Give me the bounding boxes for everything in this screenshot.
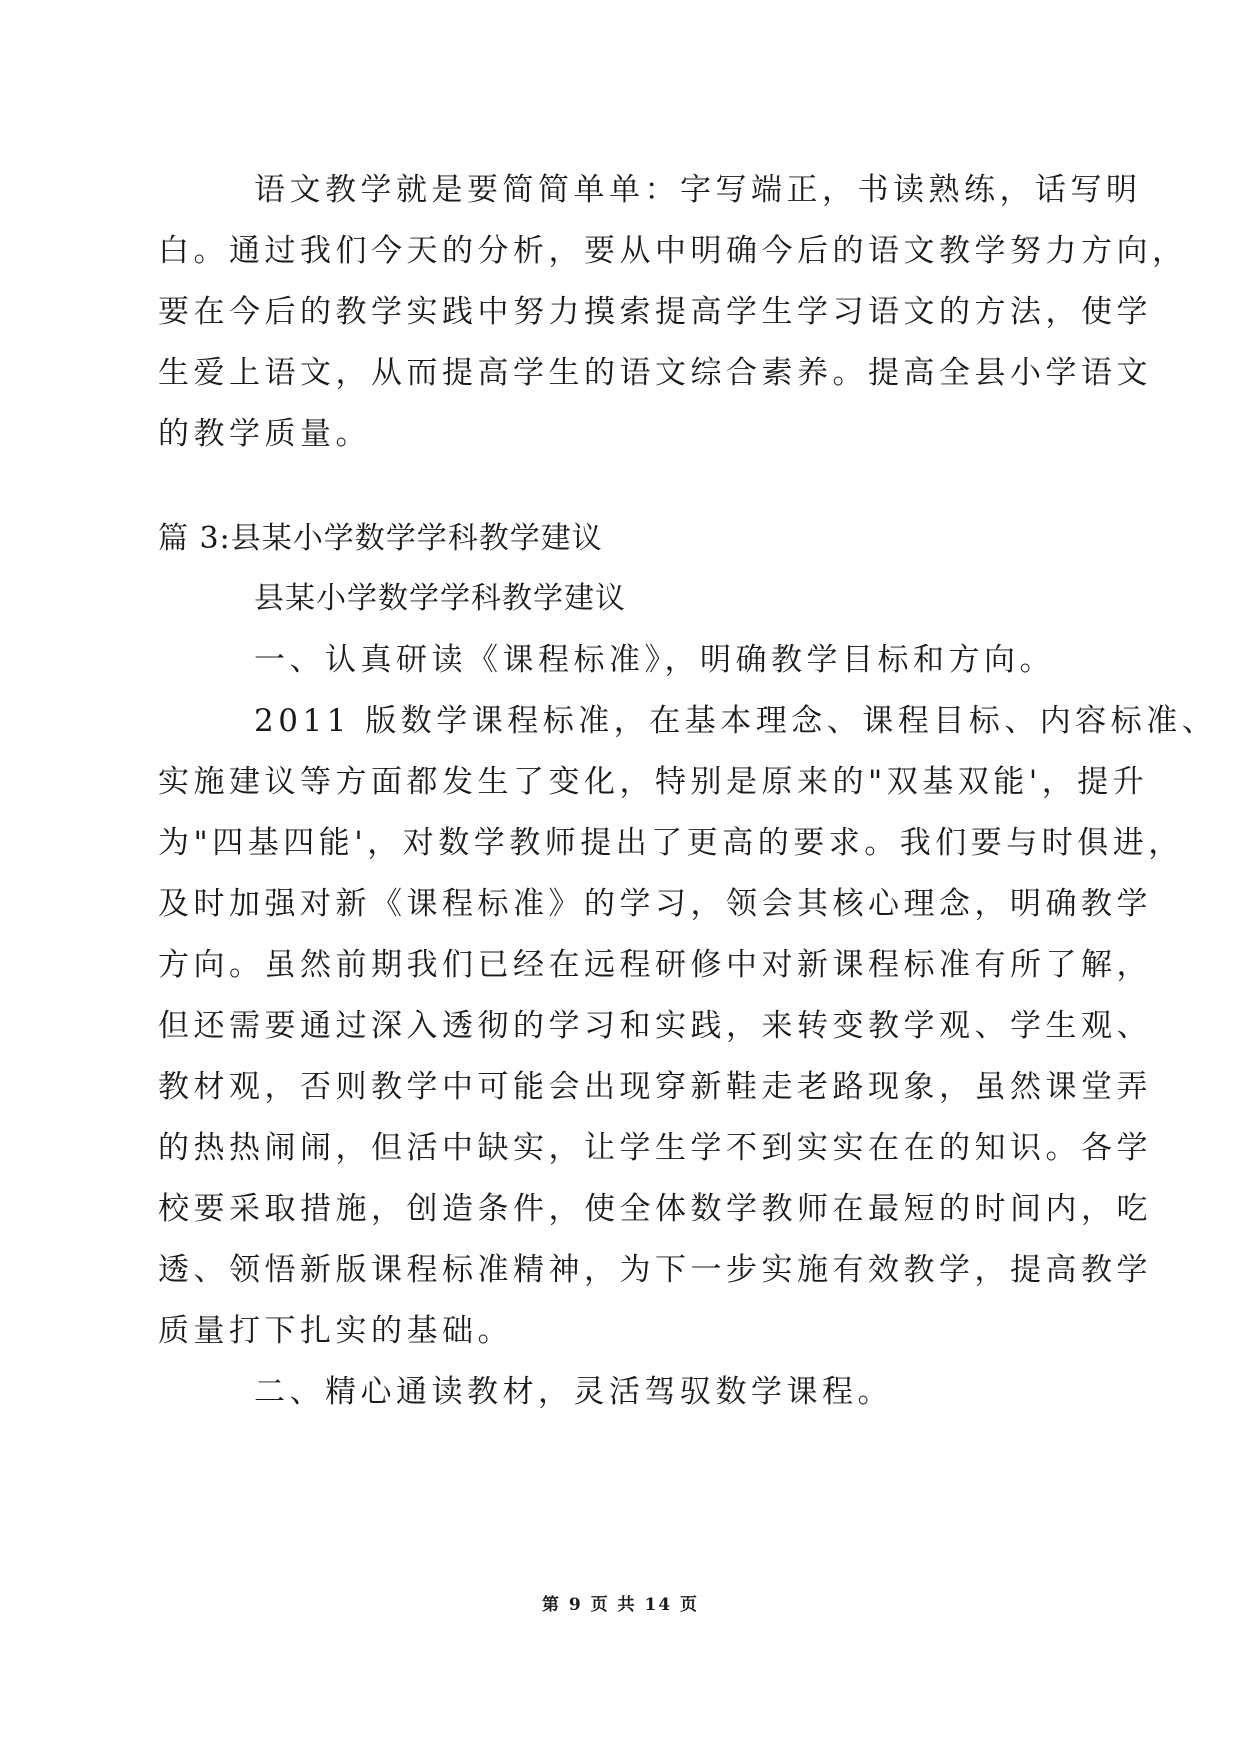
paragraph-line: 校要采取措施，创造条件，使全体数学教师在最短的时间内，吃 bbox=[158, 1191, 1152, 1227]
paragraph-line: 实施建议等方面都发生了变化，特别是原来的"双基双能'，提升 bbox=[158, 764, 1149, 800]
paragraph-line: 为"四基四能'，对数学教师提出了更高的要求。我们要与时俱进， bbox=[158, 825, 1184, 861]
paragraph-line: 的教学质量。 bbox=[158, 416, 371, 452]
paragraph-line: 要在今后的教学实践中努力摸索提高学生学习语文的方法，使学 bbox=[158, 294, 1152, 330]
paragraph-line: 教材观，否则教学中可能会出现穿新鞋走老路现象，虽然课堂弄 bbox=[158, 1069, 1152, 1105]
page-number: 第 9 页 共 14 页 bbox=[541, 1595, 700, 1615]
point-heading-2: 二、精心通读教材，灵活驾驭数学课程。 bbox=[254, 1374, 893, 1410]
paragraph-line: 生爱上语文，从而提高学生的语文综合素养。提高全县小学语文 bbox=[158, 355, 1152, 391]
paragraph-line: 但还需要通过深入透彻的学习和实践，来转变教学观、学生观、 bbox=[158, 1008, 1152, 1044]
section-subtitle: 县某小学数学学科教学建议 bbox=[254, 581, 626, 616]
paragraph-line: 及时加强对新《课程标准》的学习，领会其核心理念，明确教学 bbox=[158, 886, 1152, 922]
paragraph-line: 语文教学就是要简简单单：字写端正，书读熟练，话写明 bbox=[254, 172, 1142, 208]
paragraph-line: 质量打下扎实的基础。 bbox=[158, 1313, 513, 1349]
paragraph-line: 2011 版数学课程标准，在基本理念、课程目标、内容标准、 bbox=[254, 703, 1218, 739]
paragraph-line: 方向。虽然前期我们已经在远程研修中对新课程标准有所了解， bbox=[158, 947, 1152, 983]
section-heading: 篇 3:县某小学数学学科教学建议 bbox=[158, 521, 603, 556]
paragraph-line: 白。通过我们今天的分析，要从中明确今后的语文教学努力方向， bbox=[158, 233, 1188, 269]
point-heading-1: 一、认真研读《课程标准》，明确教学目标和方向。 bbox=[254, 642, 1055, 678]
paragraph-line: 的热热闹闹，但活中缺实，让学生学不到实实在在的知识。各学 bbox=[158, 1130, 1152, 1166]
paragraph-line: 透、领悟新版课程标准精神，为下一步实施有效教学，提高教学 bbox=[158, 1252, 1152, 1288]
